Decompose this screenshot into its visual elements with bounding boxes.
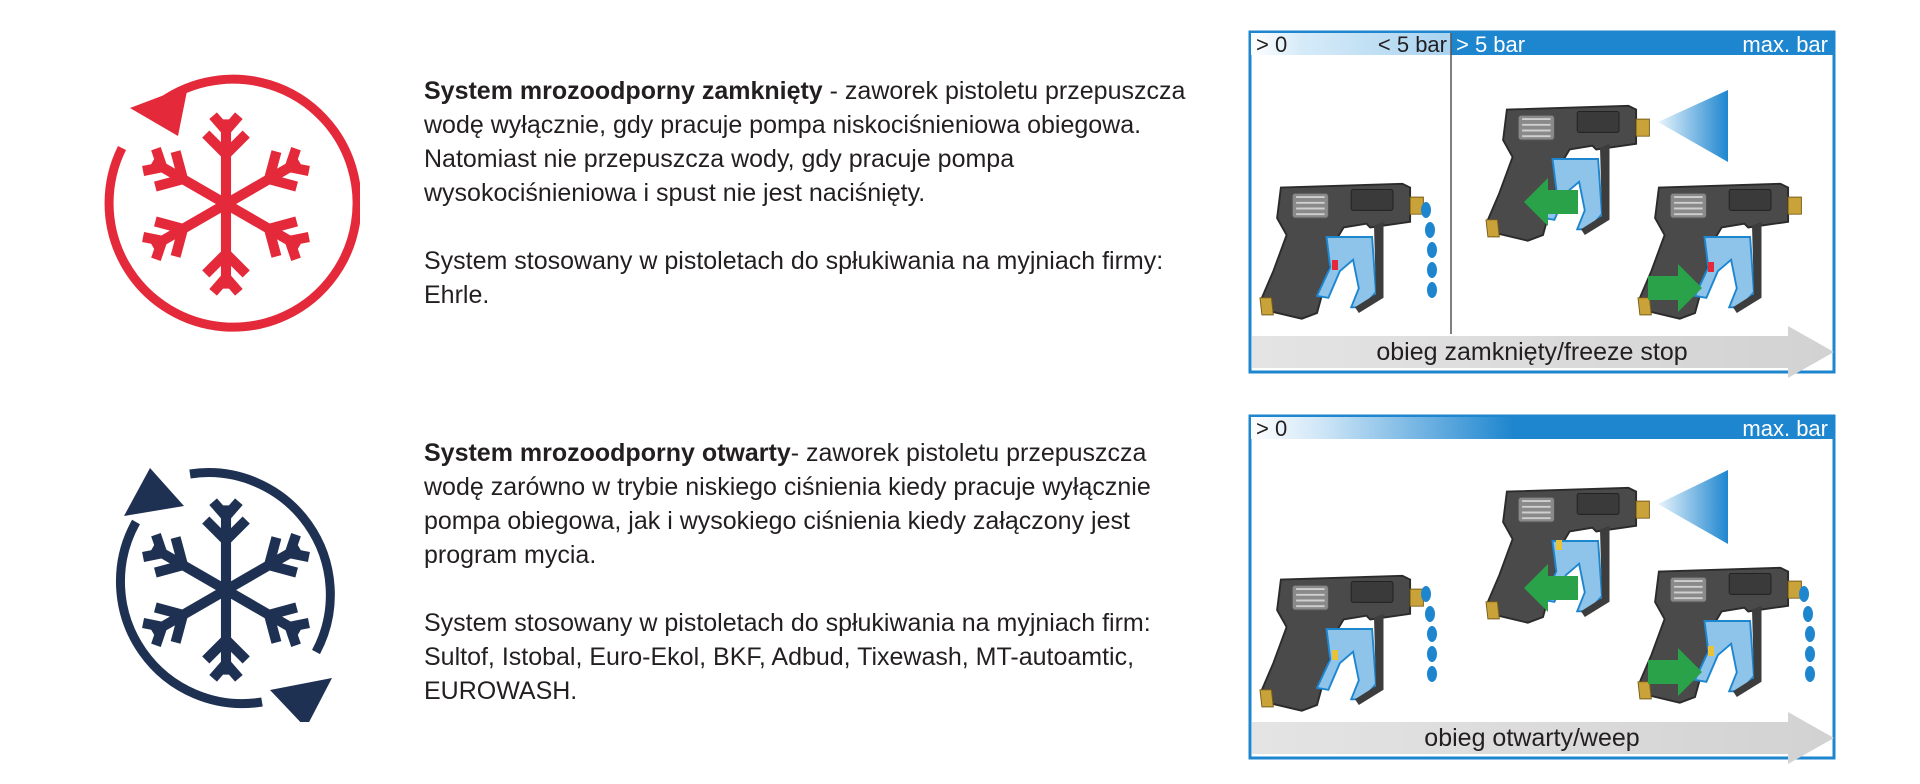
closed-system-title: System mrozoodporny zamknięty [424, 77, 823, 105]
valve-closed-marker-2 [1708, 262, 1714, 272]
open-desc-line-2: wodę zarówno w trybie niskiego ciśnienia kiedy pracuje wyłącznie [424, 473, 1151, 501]
open-usage-line-1: System stosowany w pistoletach do spłukiwania na myjniach firm: [424, 609, 1151, 637]
scale-label-lt5: < 5 bar [1377, 32, 1447, 57]
closed-usage-line-2: Ehrle. [424, 281, 490, 309]
closed-desc-line-1: - zaworek pistoletu przepuszcza [822, 77, 1186, 105]
closed-system-paragraph [424, 74, 1204, 210]
open-desc-line-1: - zaworek pistoletu przepuszcza [790, 439, 1147, 467]
valve-open-marker [1332, 650, 1338, 660]
closed-usage-line-1: System stosowany w pistoletach do spłukiwania na myjniach firmy: [424, 247, 1164, 275]
open-diagram-caption: obieg otwarty/weep [1424, 724, 1640, 752]
valve-closed-marker [1332, 260, 1338, 270]
scale-label-min: > 0 [1256, 416, 1288, 441]
scale-label-min: > 0 [1256, 32, 1288, 57]
scale-label-gt5: > 5 bar [1456, 32, 1526, 57]
closed-diagram-caption: obieg zamknięty/freeze stop [1376, 338, 1688, 366]
valve-open-marker-2 [1556, 540, 1562, 550]
open-desc-line-4: program mycia. [424, 541, 597, 569]
open-system-usage [424, 606, 1204, 708]
closed-system-usage [424, 244, 1204, 312]
open-system-paragraph [424, 436, 1204, 572]
open-system-section [0, 392, 1920, 784]
open-usage-line-2: Sultof, Istobal, Euro-Ekol, BKF, Adbud, Tixewash, MT-autoamtic, [424, 643, 1135, 671]
closed-snowflake-cycle-icon [92, 72, 360, 341]
open-snowflake-cycle-icon [92, 452, 360, 727]
open-system-title: System mrozoodporny otwarty [424, 439, 791, 467]
scale-label-max: max. bar [1742, 416, 1828, 441]
closed-desc-line-4: wysokociśnieniowa i spust nie jest naciśnięty. [424, 179, 926, 207]
valve-open-marker-3 [1708, 646, 1714, 656]
open-usage-line-3: EUROWASH. [424, 677, 578, 705]
open-system-description [424, 436, 1204, 708]
closed-desc-line-3: Natomiast nie przepuszcza wody, gdy pracuje pompa [424, 145, 1015, 173]
open-desc-line-3: pompa obiegowa, jak i wysokiego ciśnienia kiedy załączony jest [424, 507, 1130, 535]
open-system-diagram [1248, 414, 1838, 775]
closed-desc-line-2: wodę wyłącznie, gdy pracuje pompa niskociśnieniowa obiegowa. [424, 111, 1142, 139]
scale-label-max: max. bar [1742, 32, 1828, 57]
closed-system-description [424, 74, 1204, 312]
closed-system-diagram [1248, 30, 1838, 391]
